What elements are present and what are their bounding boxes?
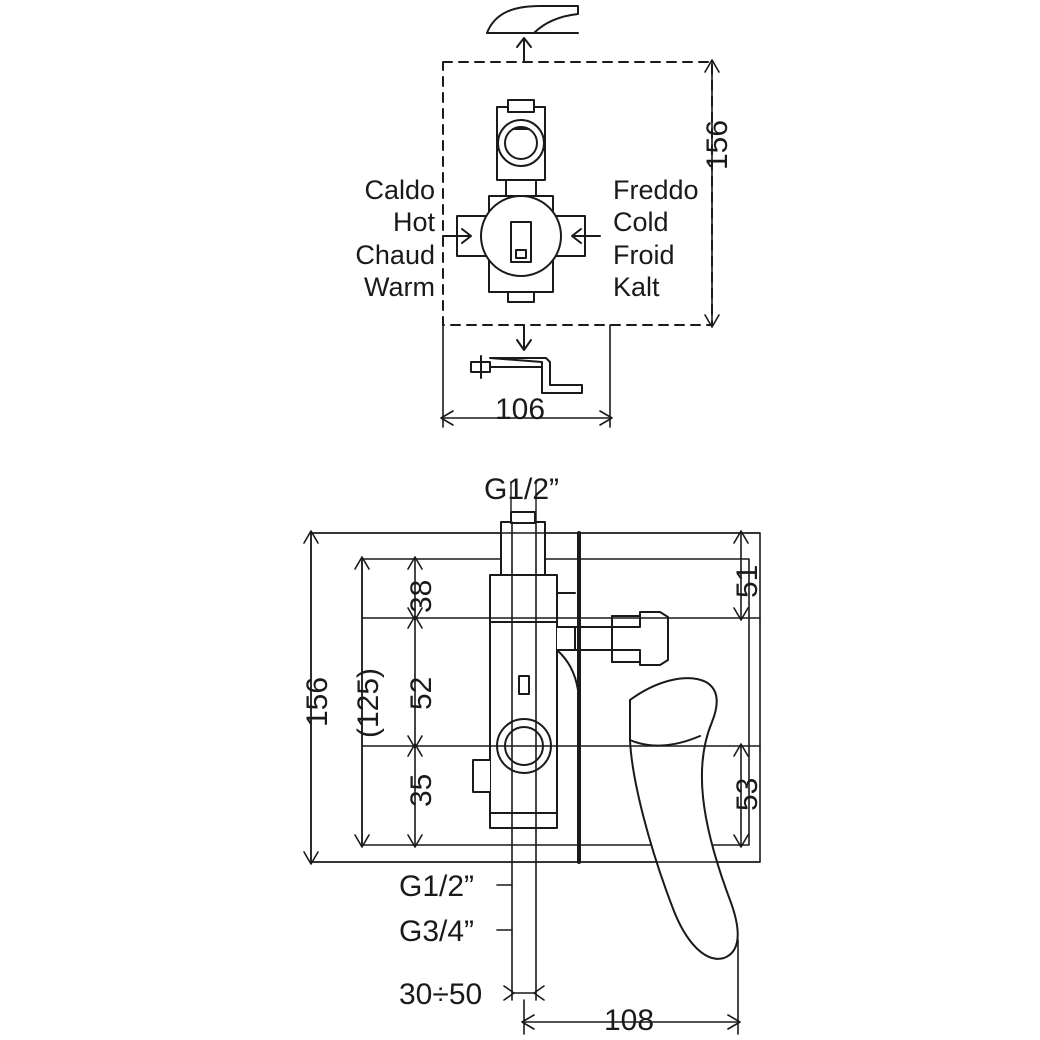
- hot-label-fr: Chaud: [355, 239, 435, 270]
- outlet-down-arrow-icon: [517, 325, 531, 350]
- top-pipe: [501, 512, 545, 575]
- dimension-label-30-50: 30÷50: [399, 978, 483, 1011]
- dimension-label-156-top: 156: [701, 119, 734, 170]
- dimension-label-156-side: 156: [301, 676, 334, 727]
- dimension-label-52: 52: [405, 676, 438, 710]
- dimension-label-106-top: 106: [495, 393, 546, 426]
- cold-label-de: Kalt: [613, 272, 660, 303]
- thread-label-half: G1/2”: [399, 870, 475, 903]
- spout-top-icon: [487, 6, 578, 33]
- dimension-label-53: 53: [731, 777, 764, 811]
- cold-label-en: Cold: [613, 207, 669, 238]
- hot-label-block: [335, 174, 435, 304]
- hot-label-en: Hot: [392, 207, 435, 238]
- dimension-label-51: 51: [731, 564, 764, 598]
- thread-label-three-quarter: G3/4”: [399, 915, 475, 948]
- shower-arm-icon: [471, 356, 582, 393]
- dimension-label-108: 108: [604, 1004, 655, 1037]
- cold-label-it: Freddo: [613, 175, 699, 205]
- cold-label-block: [613, 174, 733, 304]
- dimension-30-50: [504, 986, 544, 1000]
- dimension-label-35: 35: [405, 773, 438, 807]
- dimension-label-125-side: (125): [352, 667, 385, 738]
- mixer-top-view-body: [457, 100, 585, 302]
- cold-label-fr: Froid: [613, 239, 675, 270]
- thread-label-top: G1/2”: [484, 473, 560, 506]
- hot-label-it: Caldo: [364, 175, 435, 205]
- thread-leaders: [497, 885, 512, 930]
- lever-handle: [630, 678, 738, 959]
- hot-label-de: Warm: [364, 272, 435, 303]
- outlet-up-arrow-icon: [517, 38, 531, 62]
- dimension-label-38: 38: [405, 579, 438, 613]
